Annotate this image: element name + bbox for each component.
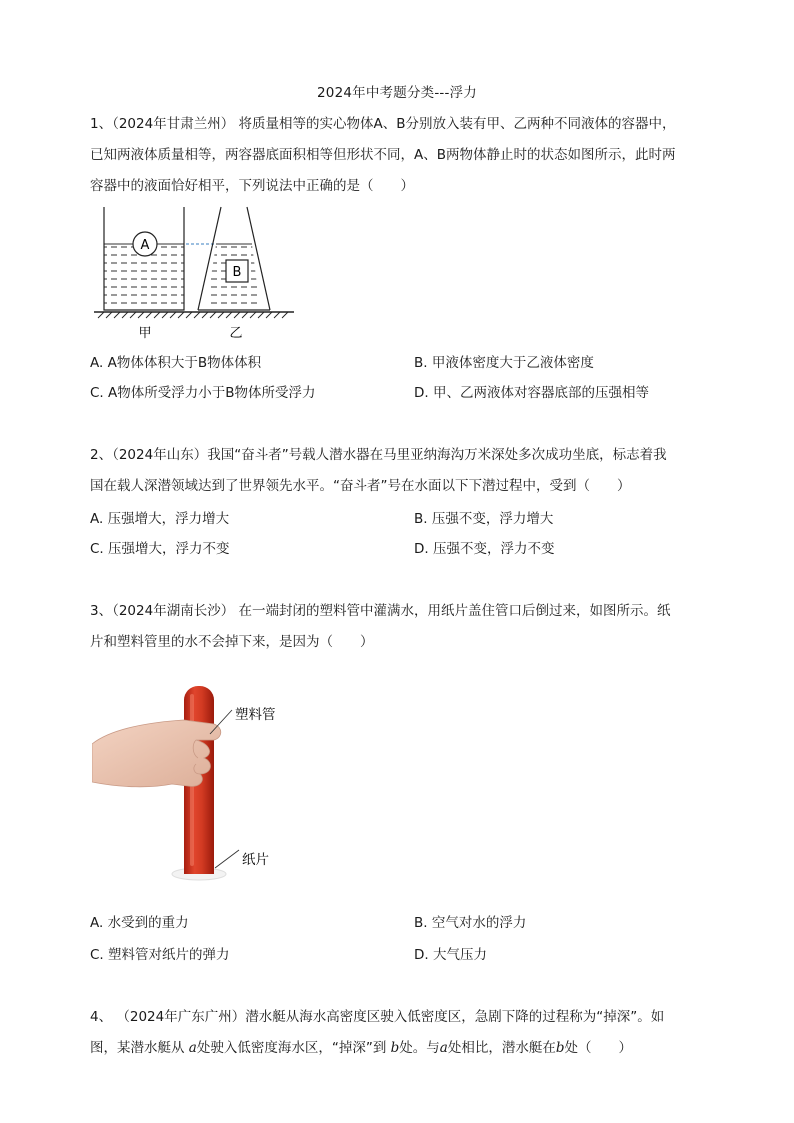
- question-2-text: [90, 440, 710, 502]
- hand: [92, 720, 221, 787]
- question-3-option-c: C. 塑料管对纸片的弹力: [90, 947, 230, 963]
- q4-text-part: 处（ ）: [564, 1040, 633, 1056]
- question-1-option-b: B. 甲液体密度大于乙液体密度: [414, 355, 594, 371]
- question-2-option-b: B. 压强不变，浮力增大: [414, 511, 554, 527]
- question-2-line-2: 国在载人深潜领域达到了世界领先水平。“奋斗者”号在水面以下下潜过程中，受到（ ）: [90, 478, 631, 494]
- q4-text-part: 处驶入低密度海水区，“掉深”到: [196, 1040, 391, 1056]
- object-a-label: A: [140, 238, 150, 253]
- question-2-option-d: D. 压强不变，浮力不变: [414, 541, 555, 557]
- ground-hatch: [98, 312, 288, 318]
- q4-var-a: a: [439, 1040, 448, 1056]
- tube-label: 塑料管: [235, 707, 276, 723]
- question-1-line-1: 1、（2024年甘肃兰州） 将质量相等的实心物体A、B分别放入装有甲、乙两种不同液体的容器中，: [90, 116, 676, 132]
- question-3-option-d: D. 大气压力: [414, 947, 487, 963]
- question-2-line-1: 2、（2024年山东）我国“奋斗者”号载人潜水器在马里亚纳海沟万米深处多次成功坐底，标志着我: [90, 447, 667, 463]
- question-4-line-1: 4、 （2024年广东广州）潜水艇从海水高密度区驶入低密度区，急剧下降的过程称为“掉深”。如: [90, 1009, 665, 1025]
- q4-var-b: b: [555, 1040, 565, 1056]
- question-1-line-3: 容器中的液面恰好相平，下列说法中正确的是（ ）: [90, 178, 414, 194]
- page-title: 2024年中考题分类---浮力: [317, 85, 477, 101]
- paper-label: 纸片: [242, 852, 269, 868]
- q4-text-part: 图，某潜水艇从: [90, 1040, 189, 1056]
- question-1-figure: [90, 203, 300, 343]
- question-1-option-c: C. A物体所受浮力小于B物体所受浮力: [90, 385, 316, 401]
- question-3-text: [90, 596, 710, 658]
- container-yi-label: 乙: [229, 326, 243, 341]
- question-1-option-a: A. A物体体积大于B物体体积: [90, 355, 262, 371]
- question-4-line-2: [90, 1033, 710, 1064]
- question-3-line-2: 片和塑料管里的水不会掉下来，是因为（ ）: [90, 634, 374, 650]
- question-1-option-d: D. 甲、乙两液体对容器底部的压强相等: [414, 385, 649, 401]
- q4-text-part: 处。与: [399, 1040, 440, 1056]
- q4-text-part: 处相比，潜水艇在: [447, 1040, 556, 1056]
- container-jia-label: 甲: [138, 326, 152, 341]
- question-4-text: [90, 1002, 710, 1064]
- question-1-text: [90, 109, 710, 202]
- question-3-option-a: A. 水受到的重力: [90, 915, 189, 931]
- paper-pointer-line: [215, 850, 239, 868]
- q4-var-b: b: [390, 1040, 400, 1056]
- object-b-label: B: [232, 265, 242, 280]
- question-1-line-2: 已知两液体质量相等，两容器底面积相等但形状不同，A、B两物体静止时的状态如图所示，此时两: [90, 147, 676, 163]
- question-3-line-1: 3、（2024年湖南长沙） 在一端封闭的塑料管中灌满水，用纸片盖住管口后倒过来，如图所示。纸: [90, 603, 671, 619]
- question-3-figure: [92, 670, 292, 898]
- plastic-tube-bottom: [184, 860, 214, 874]
- question-3-option-b: B. 空气对水的浮力: [414, 915, 527, 931]
- question-2-option-a: A. 压强增大，浮力增大: [90, 511, 230, 527]
- question-2-option-c: C. 压强增大，浮力不变: [90, 541, 230, 557]
- q4-var-a: a: [188, 1040, 197, 1056]
